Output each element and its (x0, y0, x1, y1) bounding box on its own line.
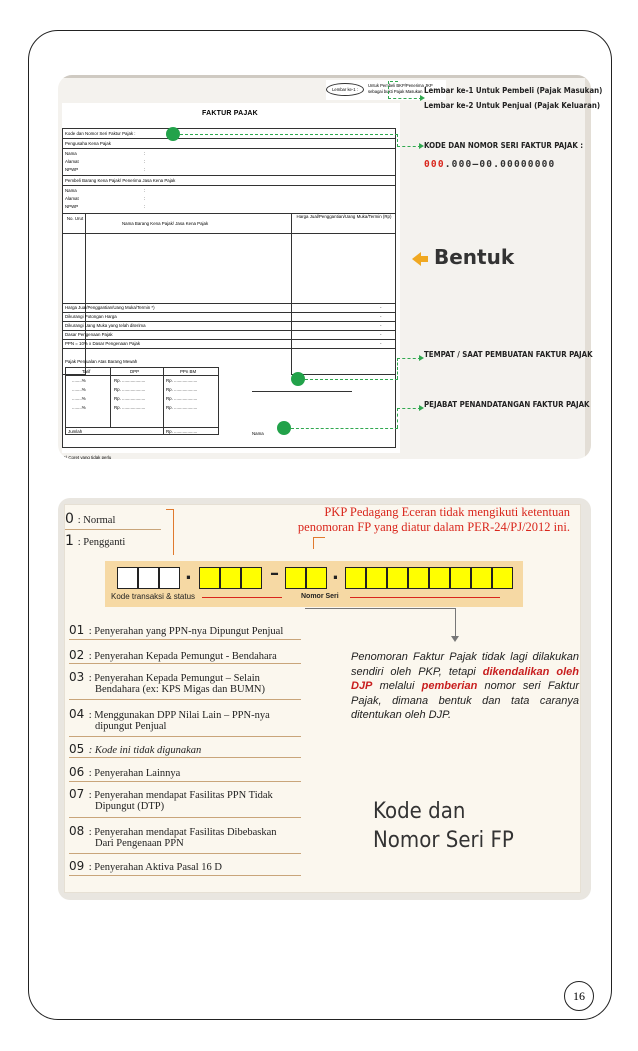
form-line (62, 312, 396, 313)
connector-pejabat (397, 408, 421, 409)
kode-nomor-label: KODE DAN NOMOR SERI FAKTUR PAJAK : (424, 140, 584, 150)
divider (69, 736, 301, 737)
divider (65, 529, 161, 530)
connector-lembar (388, 81, 389, 99)
colon: : (144, 167, 146, 172)
code-number: 06 (69, 765, 85, 779)
form-line (65, 375, 219, 376)
colon: : (144, 196, 146, 201)
ppn-row: PPN = 10% x Dasar Pengenaan Pajak (65, 341, 141, 346)
ppnbm-cell: Rp. ................... (166, 387, 198, 392)
ppnbm-cell: Rp. ................... (166, 396, 198, 401)
code-label-cont: Bendahara (ex: KPS Migas dan BUMN) (95, 684, 266, 695)
dpp-row: Dasar Pengenaan Pajak (65, 332, 113, 337)
separator-dash: – (270, 563, 279, 584)
pembeli-alamat-label: Alamat (65, 196, 79, 201)
code-number: 04 (69, 707, 85, 721)
form-line (62, 148, 396, 149)
kode-cell (138, 567, 159, 589)
para-text: melalui (372, 680, 422, 692)
dpp-cell: Rp. ................... (114, 405, 146, 410)
slide2-panel (64, 504, 581, 893)
para-text: Penomoran Faktur Pajak tidak lagi dilakukan sendiri oleh PKP, tetapi (351, 651, 579, 678)
tarif-cell: ........% (72, 387, 86, 392)
pkp-alamat-label: Alamat (65, 159, 79, 164)
pejabat-label: PEJABAT PENANDATANGAN FAKTUR PAJAK (424, 399, 590, 409)
para-highlight: pemberian (421, 680, 478, 692)
uang-muka-row: Dikurangi Uang Muka yang telah diterima (65, 323, 146, 328)
colon: : (144, 151, 146, 156)
nomor-seri-label: Nomor Seri (301, 593, 339, 600)
ppnbm-col-header: PPn BM (180, 369, 197, 374)
status-code: 1 (65, 533, 74, 549)
connector-status (173, 523, 174, 555)
pembeli-nama-label: Nama (65, 188, 77, 193)
colon: : (144, 204, 146, 209)
kode-digits-rest: .000–00.00000000 (444, 159, 556, 170)
code-label: : Penyerahan Lainnya (88, 768, 181, 779)
tarif-cell: ........% (72, 405, 86, 410)
para-text: nomor seri Faktur Pajak, dimana bentuk dan tata caranya ditentukan oleh DJP. (351, 680, 579, 721)
para-highlight: dikendalikan oleh DJP (351, 665, 579, 692)
potongan-row: Dikurangi Potongan Harga (65, 314, 117, 319)
slide-top-stripe (58, 75, 591, 78)
code-label-cont: dipungut Penjual (95, 721, 167, 732)
connector-paragraph (455, 608, 456, 638)
seri-cell (199, 567, 220, 589)
seri-cell (471, 567, 492, 589)
code-number: 08 (69, 824, 85, 838)
kode-cell (117, 567, 138, 589)
dpp-cell: Rp. ................... (114, 378, 146, 383)
pengusaha-label: Pengusaha Kena Pajak (65, 141, 111, 146)
ppnbm-cell: Rp. ................... (166, 405, 198, 410)
status-label: : Pengganti (77, 537, 126, 548)
connector-kode (180, 134, 398, 135)
code-row-02 (69, 646, 277, 664)
kode-seri-dot (166, 127, 180, 141)
separator-dot: . (332, 563, 339, 584)
colon: : (144, 159, 146, 164)
tempat-dot (291, 372, 305, 386)
code-number: 03 (69, 670, 85, 684)
seri-cell (450, 567, 471, 589)
colon: : (144, 188, 146, 193)
slide-kode-nomor-seri (58, 498, 591, 900)
code-label: : Penyerahan yang PPN-nya Dipungut Penjual (88, 626, 284, 637)
form-line (65, 427, 219, 428)
form-line (62, 330, 396, 331)
code-row-05 (69, 740, 201, 758)
form-line (62, 175, 396, 176)
connector-pejabat (291, 428, 398, 429)
kode-digits-status: 000 (424, 159, 445, 170)
dpp-cell: Rp. ................... (114, 387, 146, 392)
form-line (62, 233, 396, 234)
jumlah-value: Rp. ................... (166, 429, 198, 434)
pembeli-label: Pembeli Barang Kena Pajak/ Penerima Jasa Kena Pajak (65, 178, 176, 183)
connector-pejabat (397, 408, 398, 428)
connector-tempat (305, 379, 398, 380)
title-line1: Kode dan (373, 799, 466, 824)
total-value: - (380, 305, 382, 310)
code-label: : Penyerahan mendapat Fasilitas Dibebaskan (88, 827, 277, 838)
bentuk-label: Bentuk (434, 245, 515, 269)
nama-barang-header: Nama Barang Kena Pajak/ Jasa Kena Pajak (122, 221, 209, 226)
lembar1-label: Lembar ke-1 Untuk Pembeli (Pajak Masukan) (424, 85, 603, 95)
jumlah-label: Jumlah (68, 429, 83, 434)
penomoran-paragraph (351, 650, 579, 723)
dpp-col-header: DPP (130, 369, 140, 374)
nama-sign-label: Nama (252, 431, 264, 436)
tarif-cell: ........% (72, 378, 86, 383)
seri-cell (387, 567, 408, 589)
kode-transaksi-label: Kode transaksi & status (111, 592, 196, 601)
code-row-01 (69, 621, 283, 639)
code-row-06 (69, 763, 180, 781)
footnote: *) Coret yang tidak perlu (64, 455, 112, 459)
connector-lembar (388, 98, 422, 99)
form-line (62, 185, 396, 186)
code-label: : Kode ini tidak digunakan (88, 745, 202, 756)
connector-tempat (397, 358, 421, 359)
seri-cell (220, 567, 241, 589)
divider (69, 663, 301, 664)
connector-paragraph (305, 608, 455, 609)
code-number: 07 (69, 787, 85, 801)
pejabat-dot (277, 421, 291, 435)
uang-muka-value: - (380, 323, 382, 328)
separator-dot: . (185, 563, 192, 584)
form-line (62, 303, 396, 304)
kode-arrow-line (202, 597, 282, 598)
red-note-line2: penomoran FP yang diatur dalam PER-24/PJ/2012 ini. (297, 520, 570, 534)
faktur-pajak-form (62, 103, 400, 453)
ppnbm-title-text: Pajak Penjualan Atas Barang Mewah (65, 359, 138, 364)
connector-status (166, 509, 174, 523)
divider (69, 853, 301, 854)
seri-cell (429, 567, 450, 589)
status-label: : Normal (77, 515, 116, 526)
connector-lembar (390, 81, 398, 82)
slide2-title (373, 797, 514, 855)
page-number: 16 (564, 981, 594, 1011)
divider (69, 699, 301, 700)
tarif-header: Tarif (82, 369, 91, 374)
signature-place-line (252, 391, 352, 392)
pkp-npwp-label: NPWP (65, 167, 79, 172)
title-line2: Nomor Seri FP (373, 828, 514, 853)
form-line (62, 321, 396, 322)
nomor-seri-arrow-line (350, 597, 500, 598)
code-label: : Penyerahan Kepada Pemungut - Bendahara (88, 651, 277, 662)
nomor-seri-band (105, 561, 523, 607)
harga-jual-row: Harga Jual/Penggantian/Uang Muka/Termin *) (65, 305, 155, 310)
divider (69, 639, 301, 640)
pembeli-npwp-label: NPWP (65, 204, 79, 209)
code-label: : Menggunakan DPP Nilai Lain – PPN-nya (88, 710, 270, 721)
form-line (62, 138, 396, 139)
seri-cell (241, 567, 262, 589)
connector-tempat (397, 358, 398, 379)
dpp-cell: Rp. ................... (114, 396, 146, 401)
ppn-value: - (380, 341, 382, 346)
code-number: 02 (69, 648, 85, 662)
kode-digits (424, 159, 555, 170)
code-row-09 (69, 857, 222, 875)
form-line (62, 339, 396, 340)
arrow-left-icon-tail (420, 256, 428, 262)
no-urut-header: No. Urut (66, 216, 84, 221)
col-harga (291, 213, 396, 375)
red-note-line1: PKP Pedagang Eceran tidak mengikuti ketentuan (324, 505, 570, 519)
arrow-down-icon (451, 636, 459, 642)
divider (69, 757, 301, 758)
seri-cell (492, 567, 513, 589)
pkp-nama-label: Nama (65, 151, 77, 156)
code-label: : Penyerahan Kepada Pemungut – Selain (88, 673, 260, 684)
seri-cell (408, 567, 429, 589)
connector-kode (397, 146, 421, 147)
tempat-label: TEMPAT / SAAT PEMBUATAN FAKTUR PAJAK (424, 349, 593, 359)
harga-jual-header: Harga Jual/Penggantian/Uang Muka/Termin (Rp) (296, 214, 392, 219)
dpp-value: - (380, 332, 382, 337)
code-label-cont: Dari Pengenaan PPN (95, 838, 184, 849)
divider (69, 781, 301, 782)
connector-red-note (313, 537, 325, 549)
ppnbm-cell: Rp. ................... (166, 378, 198, 383)
status-pengganti (65, 533, 125, 549)
code-number: 05 (69, 742, 85, 756)
status-normal (65, 511, 115, 527)
divider (69, 875, 301, 876)
col-no-urut (62, 213, 86, 375)
seri-cell (366, 567, 387, 589)
status-cell (159, 567, 180, 589)
code-label: : Penyerahan mendapat Fasilitas PPN Tidak (88, 790, 273, 801)
divider (69, 817, 301, 818)
lembar2-label: Lembar ke-2 Untuk Penjual (Pajak Keluaran) (424, 100, 601, 110)
seri-cell (345, 567, 366, 589)
kode-seri-label: Kode dan Nomor Seri Faktur Pajak : (65, 131, 136, 136)
code-label-cont: Dipungut (DTP) (95, 801, 165, 812)
code-number: 09 (69, 859, 85, 873)
seri-cell (285, 567, 306, 589)
status-code: 0 (65, 511, 74, 527)
lembar-oval: Lembar ke-1 : (326, 83, 364, 96)
seri-cell (306, 567, 327, 589)
lembar-note-text: Untuk Pembeli BKP/Penerima JKP sebagai bukti Pajak Masukan (368, 83, 433, 94)
faktur-title: FAKTUR PAJAK (202, 110, 258, 117)
potongan-value: - (380, 314, 382, 319)
form-line (62, 348, 396, 349)
code-number: 01 (69, 623, 85, 637)
tarif-cell: ........% (72, 396, 86, 401)
code-label: : Penyerahan Aktiva Pasal 16 D (88, 862, 222, 873)
